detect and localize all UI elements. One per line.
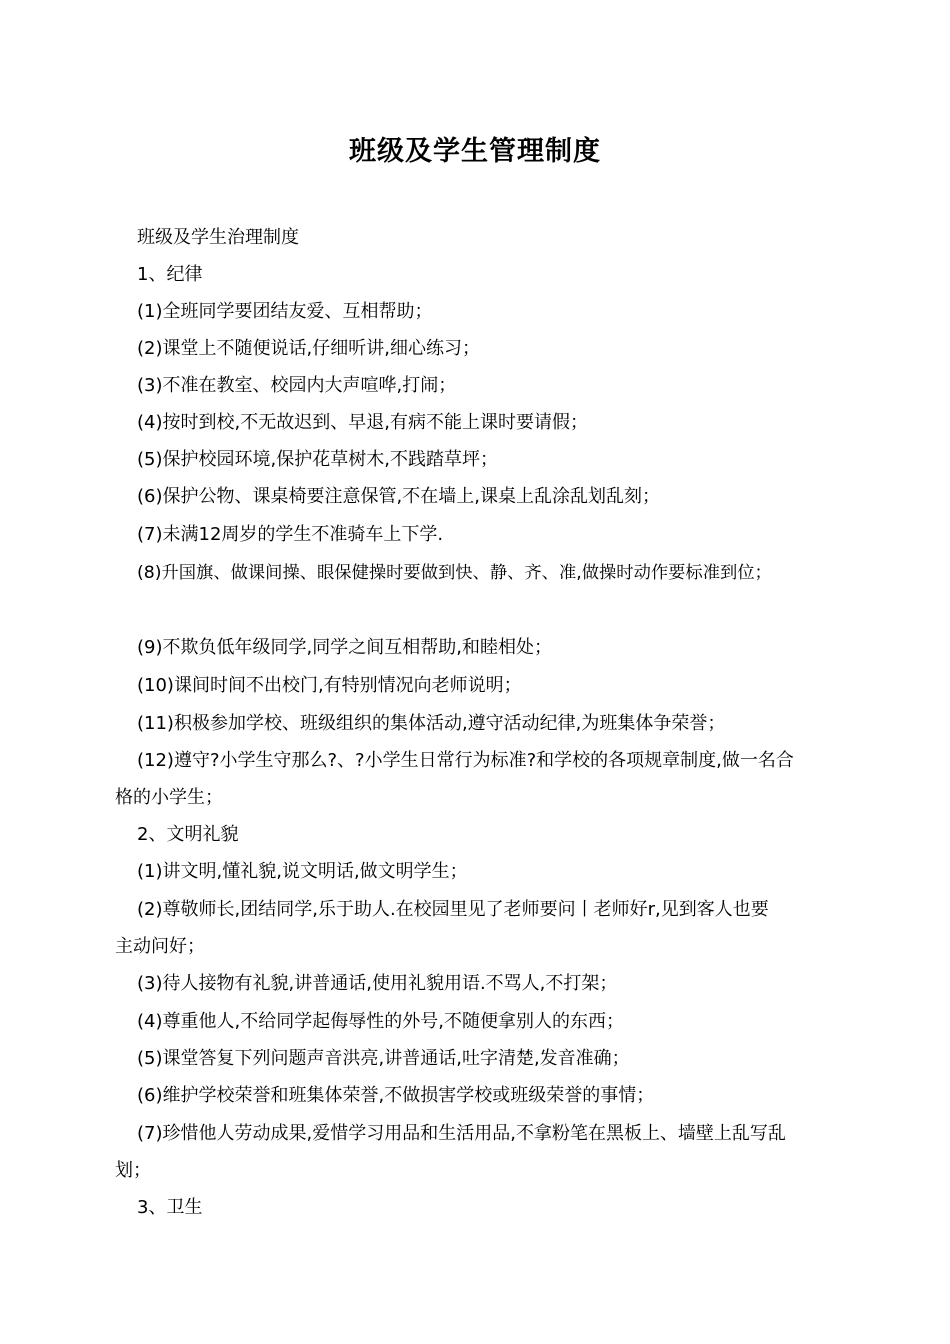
list-item: (5)课堂答复下列问题声音洪亮,讲普通话,吐字清楚,发音准确； bbox=[137, 1048, 630, 1069]
list-item: (7)珍惜他人劳动成果,爱惜学习用品和生活用品,不拿粉笔在黑板上、墙壁上乱写乱 bbox=[137, 1123, 786, 1144]
list-item: (6)维护学校荣誉和班集体荣誉,不做损害学校或班级荣誉的事情； bbox=[137, 1085, 655, 1106]
list-item: (2)课堂上不随便说话,仔细听讲,细心练习； bbox=[137, 338, 480, 359]
list-item-continuation: 主动问好； bbox=[115, 936, 205, 957]
list-item: (4)按时到校,不无故迟到、早退,有病不能上课时要请假； bbox=[137, 412, 588, 433]
list-item: (6)保护公物、课桌椅要注意保管,不在墙上,课桌上乱涂乱划乱刻； bbox=[137, 486, 660, 507]
page-title: 班级及学生管理制度 bbox=[349, 136, 601, 167]
list-item: (10)课间时间不出校门,有特别情况向老师说明； bbox=[137, 675, 522, 696]
list-item-continuation: 划； bbox=[115, 1160, 151, 1181]
list-item: (9)不欺负低年级同学,同学之间互相帮助,和睦相处； bbox=[137, 637, 552, 658]
subtitle-line: 班级及学生治理制度 bbox=[137, 227, 299, 248]
list-item-continuation: 格的小学生； bbox=[115, 787, 223, 808]
section-heading: 2、文明礼貌 bbox=[137, 824, 239, 845]
list-item: (3)不准在教室、校园内大声喧哗,打闹； bbox=[137, 375, 457, 396]
list-item: (7)未满12周岁的学生不准骑车上下学. bbox=[137, 524, 444, 545]
list-item: (8)升国旗、做课间操、眼保健操时要做到快、静、齐、准,做操时动作要标准到位； bbox=[137, 563, 772, 583]
list-item: (11)积极参加学校、班级组织的集体活动,遵守活动纪律,为班集体争荣誉； bbox=[137, 713, 726, 734]
list-item: (12)遵守?小学生守那么?、?小学生日常行为标准?和学校的各项规章制度,做一名合 bbox=[137, 750, 794, 771]
list-item: (4)尊重他人,不给同学起侮辱性的外号,不随便拿别人的东西； bbox=[137, 1011, 624, 1032]
list-item: (5)保护校园环境,保护花草树木,不践踏草坪； bbox=[137, 449, 498, 470]
list-item: (3)待人接物有礼貌,讲普通话,使用礼貌用语.不骂人,不打架； bbox=[137, 973, 618, 994]
section-heading: 1、纪律 bbox=[137, 264, 203, 285]
list-item: (1)全班同学要团结友爱、互相帮助； bbox=[137, 301, 433, 322]
section-heading: 3、卫生 bbox=[137, 1197, 203, 1218]
list-item: (2)尊敬师长,团结同学,乐于助人.在校园里见了老师要问丨老师好r,见到客人也要 bbox=[137, 899, 769, 920]
list-item: (1)讲文明,懂礼貌,说文明话,做文明学生； bbox=[137, 861, 468, 882]
